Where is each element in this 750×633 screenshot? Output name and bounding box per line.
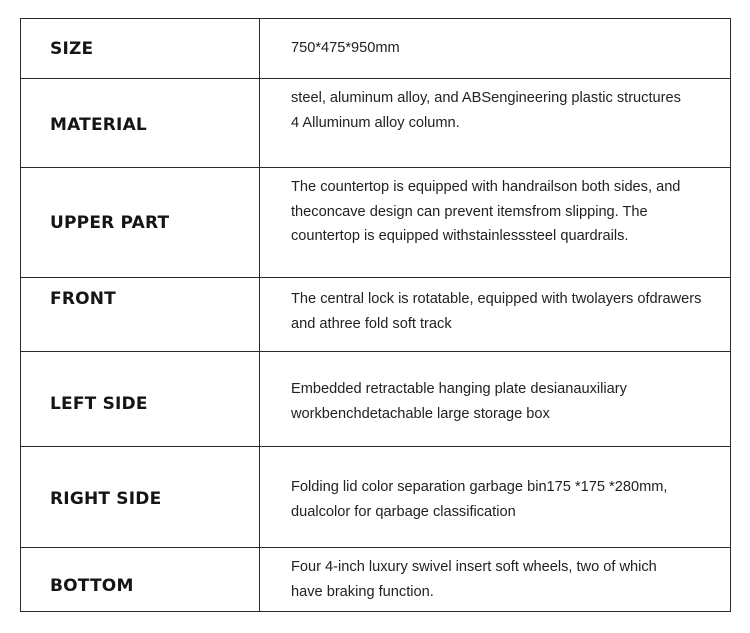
spec-label: LEFT SIDE bbox=[50, 393, 148, 414]
spec-value: Four 4-inch luxury swivel insert soft wheels, two of which have braking function. bbox=[291, 559, 657, 600]
spec-value: Folding lid color separation garbage bin175 *175 *280mm, dualcolor for qarbage classification bbox=[291, 479, 668, 520]
value-cell bbox=[260, 352, 731, 447]
spec-value: Embedded retractable hanging plate desianauxiliary workbenchdetachable large storage box bbox=[291, 381, 627, 422]
table-row bbox=[21, 447, 731, 548]
table-row bbox=[21, 168, 731, 278]
table-row bbox=[21, 352, 731, 447]
spec-label: FRONT bbox=[50, 289, 116, 309]
value-cell bbox=[260, 19, 731, 79]
spec-label: SIZE bbox=[50, 38, 94, 59]
spec-label: RIGHT SIDE bbox=[50, 488, 162, 509]
table-row bbox=[21, 19, 731, 79]
label-cell bbox=[21, 79, 260, 168]
value-cell bbox=[260, 278, 731, 352]
label-cell bbox=[21, 278, 260, 352]
label-cell bbox=[21, 168, 260, 278]
label-cell bbox=[21, 19, 260, 79]
spec-value: 750*475*950mm bbox=[291, 40, 400, 57]
spec-value: steel, aluminum alloy, and ABSengineering plastic structures 4 Alluminum alloy column. bbox=[291, 90, 681, 131]
spec-label: BOTTOM bbox=[50, 575, 134, 596]
table-row bbox=[21, 548, 731, 612]
label-cell bbox=[21, 352, 260, 447]
spec-label: UPPER PART bbox=[50, 212, 170, 233]
value-cell bbox=[260, 447, 731, 548]
label-cell bbox=[21, 548, 260, 612]
spec-table bbox=[20, 18, 731, 612]
spec-value: The central lock is rotatable, equipped with twolayers ofdrawers and athree fold soft track bbox=[291, 291, 702, 332]
spec-value: The countertop is equipped with handrailson both sides, and theconcave design can prevent itemsfrom slipping. The countertop is equipped withstainlesssteel quardrails. bbox=[291, 179, 681, 244]
value-cell bbox=[260, 548, 731, 612]
spec-label: MATERIAL bbox=[50, 114, 147, 135]
table-row bbox=[21, 79, 731, 168]
value-cell bbox=[260, 79, 731, 168]
table-row bbox=[21, 278, 731, 352]
label-cell bbox=[21, 447, 260, 548]
value-cell bbox=[260, 168, 731, 278]
